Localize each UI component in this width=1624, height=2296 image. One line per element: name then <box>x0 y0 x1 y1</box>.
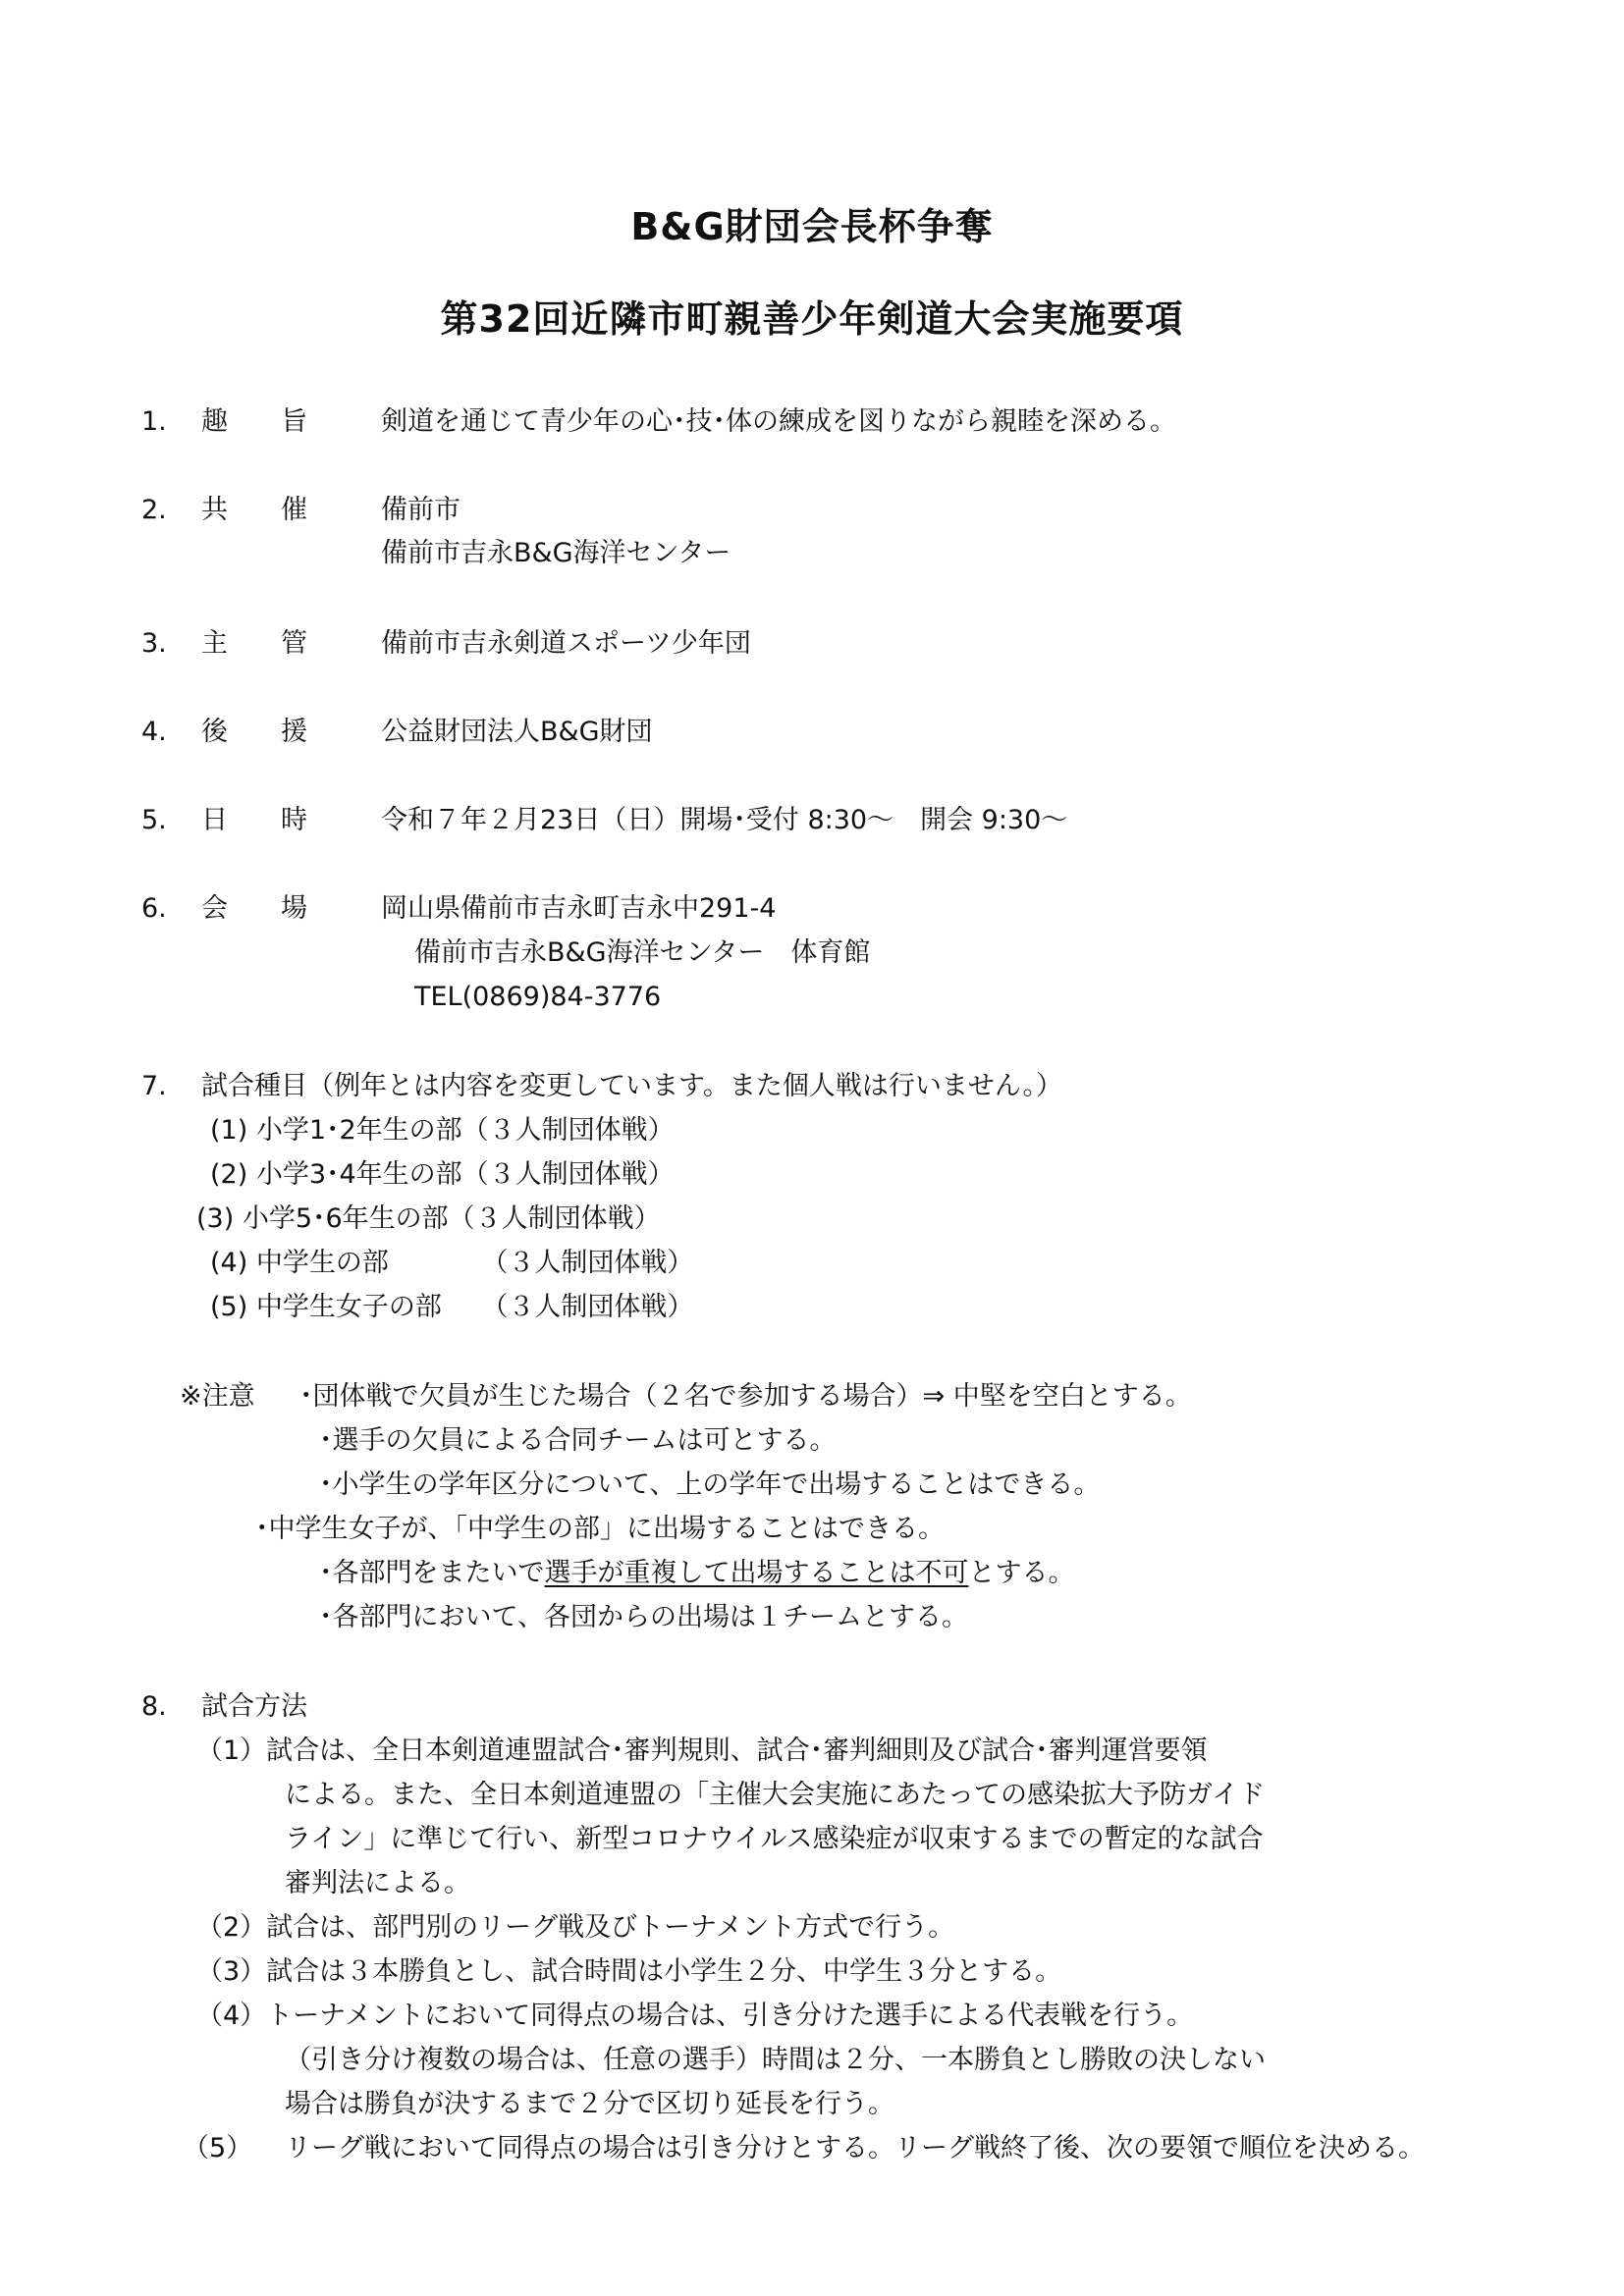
section-organizer-text: 備前市吉永剣道スポーツ少年団 <box>381 628 751 659</box>
document-title-line1: B&G財団会長杯争奪 <box>630 205 994 248</box>
event-item: (1) 小学1･2年生の部（３人制団体戦） <box>210 1115 675 1146</box>
note-item: ･小学生の学年区分について、上の学年で出場することはできる。 <box>319 1469 1101 1500</box>
document-title-line2: 第32回近隣市町親善少年剣道大会実施要項 <box>440 297 1184 341</box>
note-item: ･中学生女子が、「中学生の部」に出場することはできる。 <box>255 1514 945 1544</box>
method-item: リーグ戦において同得点の場合は引き分けとする。リーグ戦終了後、次の要領で順位を決める。 <box>285 2133 1425 2163</box>
note-item: ･団体戦で欠員が生じた場合（２名で参加する場合）⇒ 中堅を空白とする。 <box>299 1381 1192 1412</box>
venue-address: 岡山県備前市吉永町吉永中291-4 <box>381 893 777 924</box>
section-label: 日 時 <box>201 805 307 835</box>
note-underlined-text: 選手が重複して出場することは不可 <box>544 1558 969 1588</box>
venue-phone: TEL(0869)84-3776 <box>414 982 662 1012</box>
section-number: 8. <box>141 1691 167 1722</box>
section-match-method-heading: 試合方法 <box>201 1691 307 1722</box>
section-cohost-line: 備前市 <box>381 495 460 525</box>
method-item-continued: 審判法による。 <box>285 1868 470 1898</box>
section-label: 主 管 <box>201 628 307 659</box>
section-number: 1. <box>141 406 167 437</box>
method-item-continued: による。また、全日本剣道連盟の「主催大会実施にあたっての感染拡大予防ガイド <box>285 1780 1266 1810</box>
notes-label: ※注意 <box>180 1381 255 1412</box>
note-item: ･選手の欠員による合同チームは可とする。 <box>319 1425 837 1456</box>
event-item: (5) 中学生女子の部 （３人制団体戦） <box>210 1292 694 1322</box>
venue-name: 備前市吉永B&G海洋センター 体育館 <box>414 937 871 968</box>
note-text: とする。 <box>968 1558 1075 1588</box>
method-item-continued: （引き分け複数の場合は、任意の選手）時間は２分、一本勝負とし勝敗の決しない <box>285 2045 1266 2075</box>
section-datetime-text: 令和７年２月23日（日）開場･受付 8:30～ 開会 9:30～ <box>381 805 1068 835</box>
section-number: 5. <box>141 805 167 835</box>
section-number: 7. <box>141 1071 167 1101</box>
method-item-continued: ライン」に準じて行い、新型コロナウイルス感染症が収束するまでの暫定的な試合 <box>285 1824 1264 1854</box>
section-label: 趣 旨 <box>201 406 307 437</box>
section-support-text: 公益財団法人B&G財団 <box>381 717 653 747</box>
method-item: （2）試合は、部門別のリーグ戦及びトーナメント方式で行う。 <box>196 1912 955 1943</box>
section-purpose-text: 剣道を通じて青少年の心･技･体の練成を図りながら親睦を深める。 <box>381 406 1176 437</box>
method-item-continued: 場合は勝負が決するまで２分で区切り延長を行う。 <box>285 2089 894 2119</box>
section-events-heading: 試合種目（例年とは内容を変更しています。また個人戦は行いません。） <box>201 1071 1062 1101</box>
method-item-number: （5） <box>183 2133 253 2163</box>
section-number: 4. <box>141 717 167 747</box>
method-item: （1）試合は、全日本剣道連盟試合･審判規則、試合･審判細則及び試合･審判運営要領 <box>196 1735 1208 1766</box>
note-text: ･各部門をまたいで <box>319 1558 545 1588</box>
section-label: 後 援 <box>201 717 307 747</box>
event-item: (4) 中学生の部 （３人制団体戦） <box>210 1248 694 1278</box>
section-label: 共 催 <box>201 495 307 525</box>
section-label: 会 場 <box>201 893 307 924</box>
section-number: 6. <box>141 893 167 924</box>
method-item: （4）トーナメントにおいて同得点の場合は、引き分けた選手による代表戦を行う。 <box>196 2001 1194 2031</box>
event-item: (2) 小学3･4年生の部（３人制団体戦） <box>210 1159 675 1190</box>
method-item: （3）試合は３本勝負とし、試合時間は小学生２分、中学生３分とする。 <box>196 1956 1062 1987</box>
note-item: ･各部門において、各団からの出場は１チームとする。 <box>319 1602 968 1632</box>
section-number: 3. <box>141 628 167 659</box>
section-cohost-line: 備前市吉永B&G海洋センター <box>381 538 731 568</box>
event-item: (3) 小学5･6年生の部（３人制団体戦） <box>196 1203 661 1234</box>
section-number: 2. <box>141 495 167 525</box>
note-item-underlined <box>319 1557 1075 1590</box>
